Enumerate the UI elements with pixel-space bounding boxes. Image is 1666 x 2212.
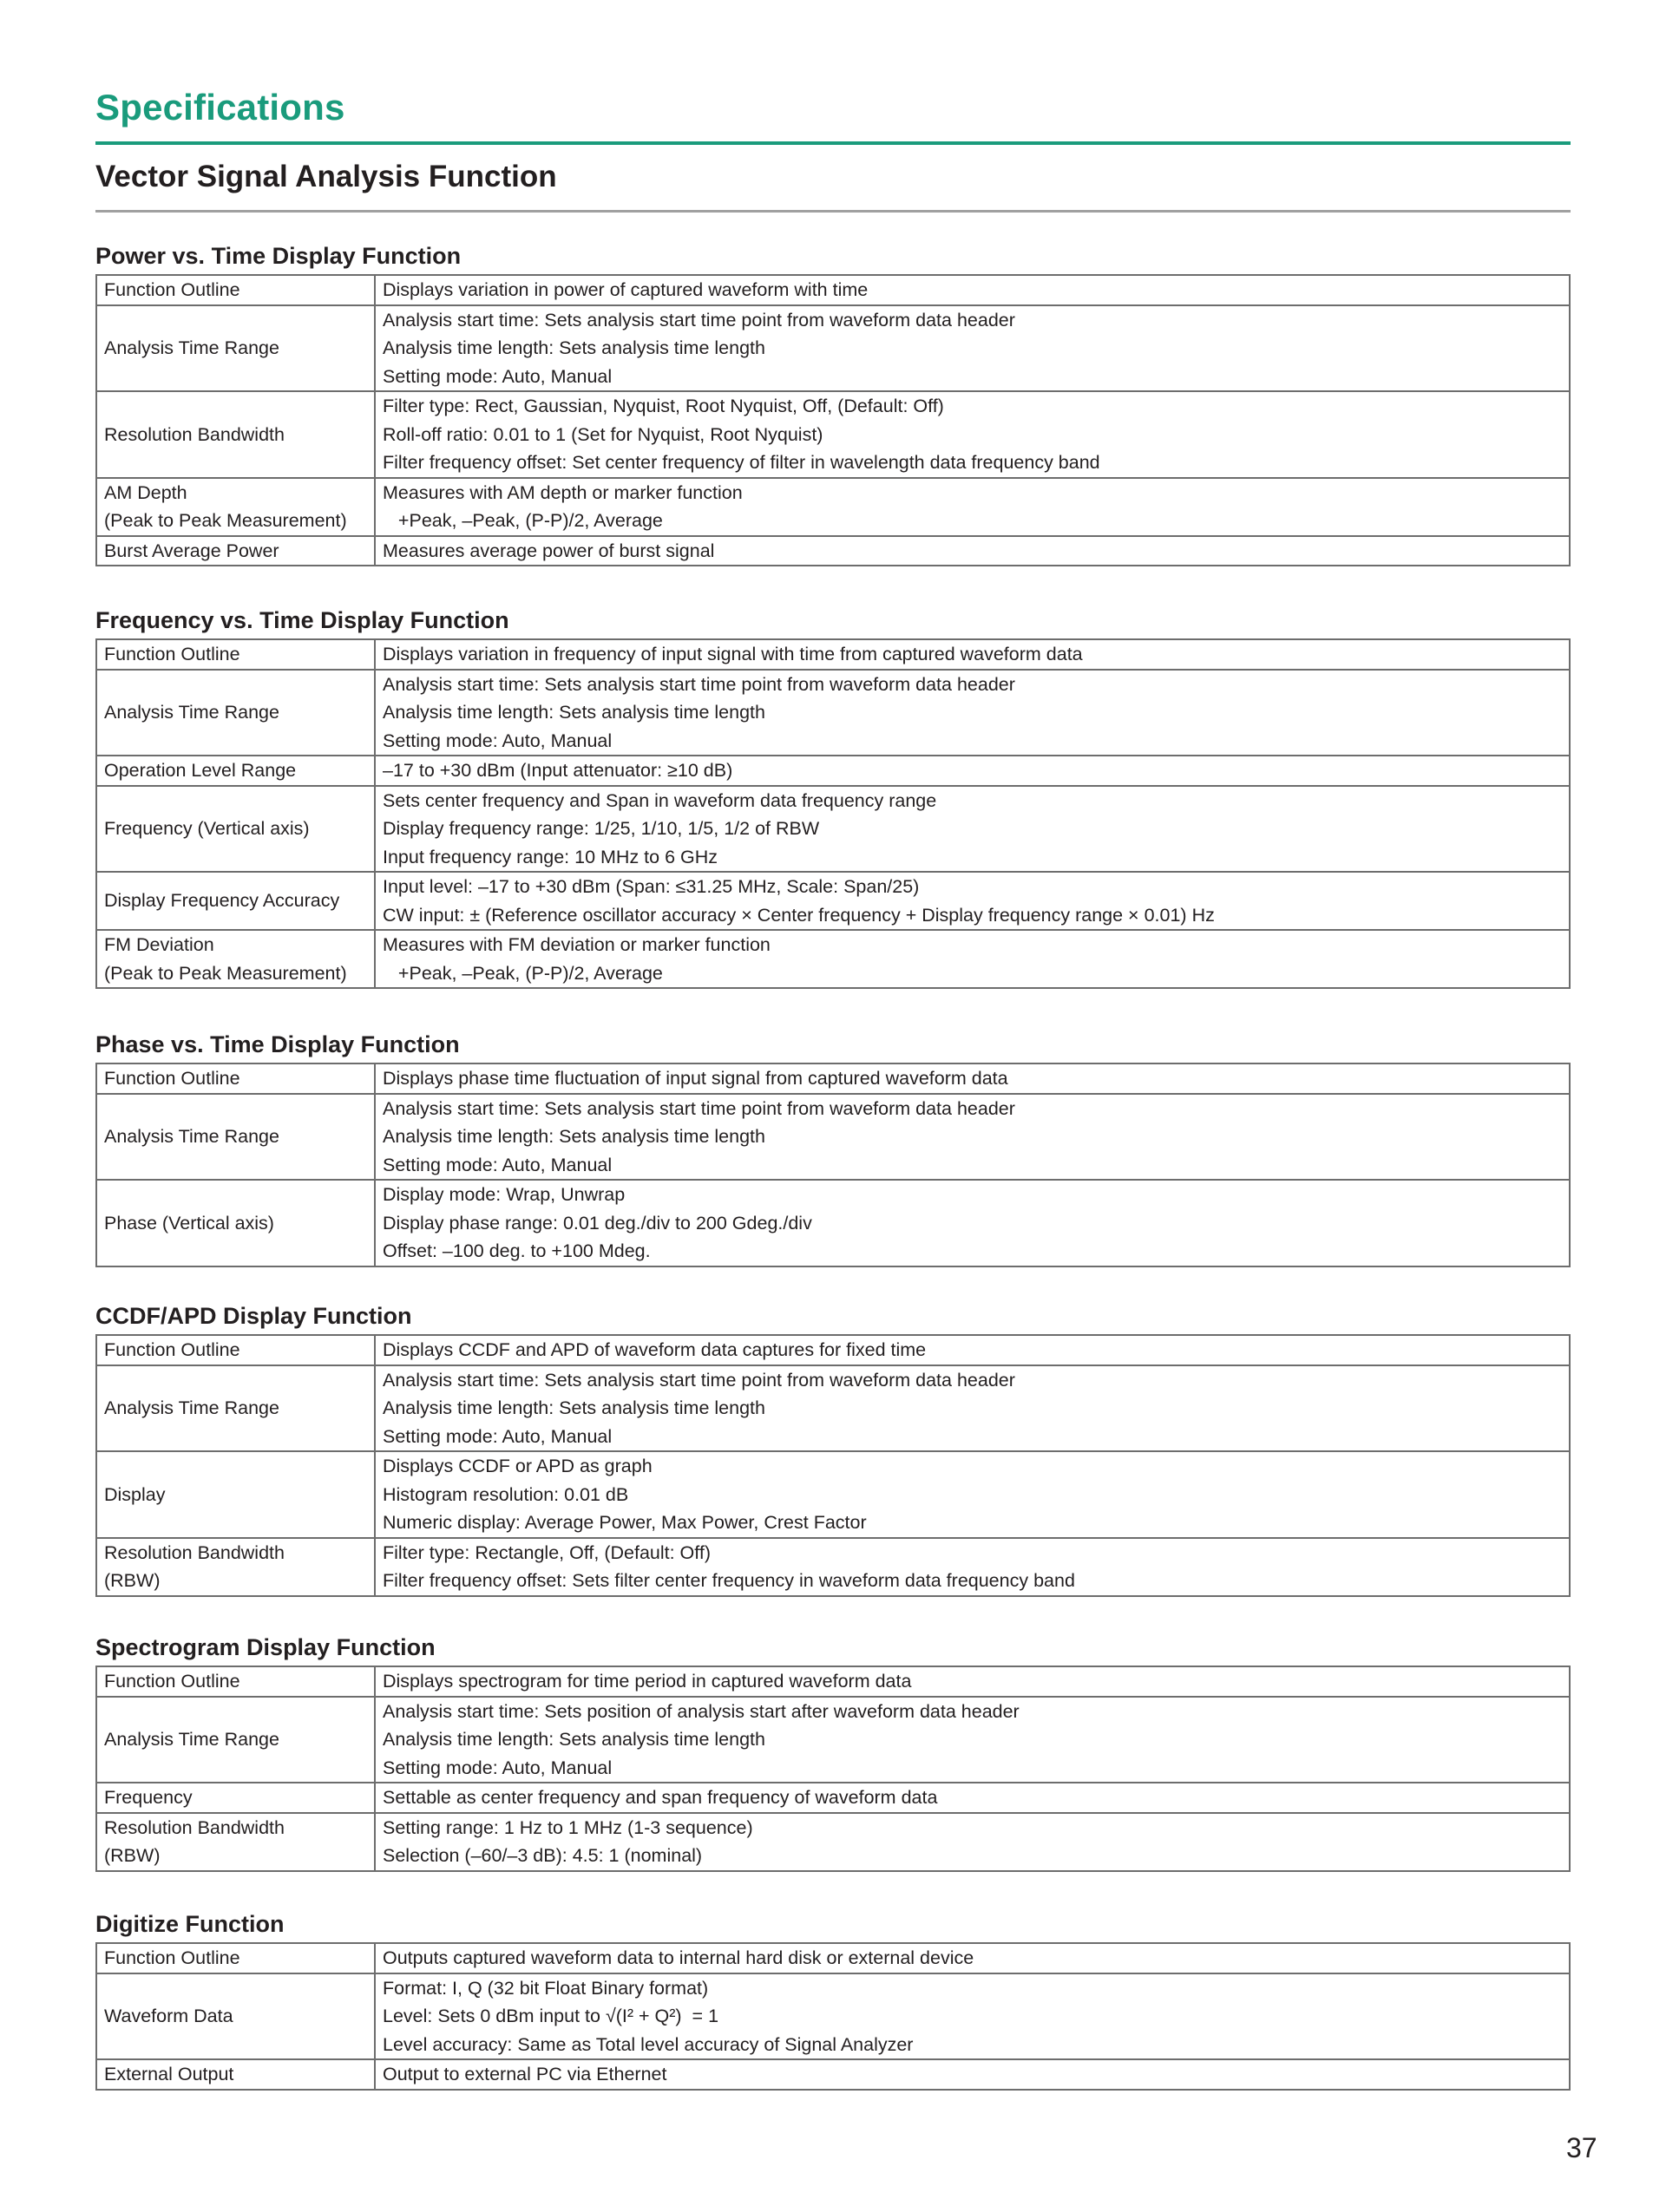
spec-value-line: Setting mode: Auto, Manual [383,1154,613,1175]
spec-value-cell [375,1451,1570,1538]
spec-value-line: Output to external PC via Ethernet [383,2064,667,2084]
spec-label-cell [96,1335,375,1365]
spec-label: Display Frequency Accuracy [104,890,340,912]
spec-value-line: Displays CCDF or APD as graph [383,1456,653,1476]
section-heading: Digitize Function [95,1911,285,1937]
spec-value-cell [375,930,1570,988]
spec-value-line: Setting mode: Auto, Manual [383,365,613,387]
spec-value-line: Measures with FM deviation or marker function [383,934,771,955]
spec-value-cell [375,1063,1570,1094]
spec-table [95,274,1571,566]
spec-value-line: Displays CCDF and APD of waveform data captures for fixed time [383,1339,927,1360]
spec-value-line: Analysis time length: Sets analysis time length [383,1729,765,1750]
section-spectrogram [95,1633,1571,1872]
spec-value-cell [375,2059,1570,2090]
page-number: 37 [1566,2132,1597,2163]
spec-value-line: Filter type: Rect, Gaussian, Nyquist, Root Nyquist, Off, (Default: Off) [383,396,944,416]
spec-value-cell [375,670,1570,756]
table-row [96,1666,1570,1697]
table-row [96,639,1570,670]
spec-value-cell [375,1094,1570,1181]
spec-label-cell [96,2059,375,2090]
spec-value-line: Roll-off ratio: 0.01 to 1 (Set for Nyquist, Root Nyquist) [383,423,823,445]
spec-label-cell [96,305,375,392]
table-row [96,670,1570,756]
spec-label: Operation Level Range [104,760,297,781]
spec-label-cell [96,1973,375,2060]
spec-value-line: Displays variation in frequency of input signal with time from captured waveform data [383,644,1083,664]
spec-value-line: Settable as center frequency and span frequency of waveform data [383,1787,938,1808]
spec-label-cell [96,1943,375,1973]
spec-value-line: Filter frequency offset: Set center frequency of filter in wavelength data frequency band [383,452,1100,473]
spec-value-line: Setting mode: Auto, Manual [383,730,613,751]
table-row [96,275,1570,305]
spec-label: Analysis Time Range [104,337,279,358]
spec-label-cell [96,1666,375,1697]
spec-value-line: Numeric display: Average Power, Max Power, Crest Factor [383,1512,867,1533]
section-heading: Frequency vs. Time Display Function [95,607,509,633]
spec-value-line: Display frequency range: 1/25, 1/10, 1/5, 1/2 of RBW [383,818,820,839]
spec-value-line: Measures with AM depth or marker function [383,481,743,503]
section-power-vs-time [95,241,1571,566]
spec-value-line: Level: Sets 0 dBm input to √(I² + Q²) = 1 [383,2006,719,2026]
section-heading: Spectrogram Display Function [95,1634,436,1660]
spec-value-cell [375,1783,1570,1813]
spec-label-cell [96,639,375,670]
table-row [96,305,1570,392]
spec-label-cell [96,786,375,873]
spec-value-line: Sets center frequency and Span in waveform data frequency range [383,789,937,811]
spec-label-cell [96,1365,375,1452]
spec-value-line: Level accuracy: Same as Total level accuracy of Signal Analyzer [383,2033,914,2055]
spec-label-cell [96,391,375,478]
spec-label: Function Outline [104,644,240,664]
spec-label-cell [96,1094,375,1181]
spec-label: Frequency [104,1787,193,1808]
spec-value-cell [375,872,1570,930]
spec-value-cell [375,1697,1570,1783]
spec-value-cell [375,1365,1570,1452]
spec-value-line: Input level: –17 to +30 dBm (Span: ≤31.25 MHz, Scale: Span/25) [383,876,920,897]
spec-label-cell [96,478,375,536]
spec-label: Analysis Time Range [104,1729,279,1750]
spec-value-line: Displays phase time fluctuation of input signal from captured waveform data [383,1068,1008,1089]
spec-label-cell [96,1063,375,1094]
spec-value-cell [375,786,1570,873]
spec-table [95,638,1571,989]
spec-value-cell [375,1335,1570,1365]
spec-label: Analysis Time Range [104,1397,279,1418]
table-row [96,872,1570,930]
table-row [96,756,1570,786]
spec-value-line: Setting range: 1 Hz to 1 MHz (1-3 sequence) [383,1816,753,1838]
table-row [96,478,1570,536]
spec-value-line: Display mode: Wrap, Unwrap [383,1184,626,1205]
spec-value-line: Analysis start time: Sets analysis start time point from waveform data header [383,309,1015,330]
spec-label: Frequency (Vertical axis) [104,818,310,839]
spec-value-line: +Peak, –Peak, (P-P)/2, Average [383,962,663,984]
table-row [96,1783,1570,1813]
table-row [96,536,1570,566]
spec-label-cell [96,756,375,786]
spec-label-cell [96,275,375,305]
spec-value-line: Setting mode: Auto, Manual [383,1425,613,1447]
spec-value-line: Offset: –100 deg. to +100 Mdeg. [383,1240,651,1261]
spec-value-line: Analysis time length: Sets analysis time length [383,1397,765,1418]
page-subtitle: Vector Signal Analysis Function [95,160,557,193]
spec-label: Function Outline [104,1671,240,1692]
spec-table [95,1063,1571,1267]
spec-value-line: Displays spectrogram for time period in captured waveform data [383,1671,912,1692]
spec-label: Resolution Bandwidth [104,1816,285,1838]
spec-label: Function Outline [104,1339,240,1360]
spec-label: Analysis Time Range [104,702,279,723]
spec-label: Resolution Bandwidth [104,423,285,445]
spec-value-cell [375,1943,1570,1973]
table-row [96,1180,1570,1266]
spec-label: Analysis Time Range [104,1126,279,1147]
spec-value-line: CW input: ± (Reference oscillator accuracy × Center frequency + Display frequency range × 0.01) Hz [383,904,1215,926]
section-heading: CCDF/APD Display Function [95,1303,412,1329]
table-row [96,786,1570,873]
spec-label-cell [96,1451,375,1538]
spec-label-cell [96,930,375,988]
subtitle-divider [95,210,1571,213]
spec-label-cell [96,872,375,930]
spec-value-line: Analysis time length: Sets analysis time length [383,337,765,358]
spec-value-cell [375,1813,1570,1871]
table-row [96,1365,1570,1452]
table-row [96,1063,1570,1094]
section-phase-vs-time [95,1030,1571,1267]
spec-label: Waveform Data [104,2006,233,2026]
table-row [96,1943,1570,1973]
spec-label-cell [96,670,375,756]
spec-value-cell [375,536,1570,566]
spec-value-line: Measures average power of burst signal [383,540,715,561]
table-row [96,1335,1570,1365]
spec-label: Display [104,1483,166,1505]
spec-label-cell [96,1783,375,1813]
spec-value-cell [375,275,1570,305]
section-heading: Phase vs. Time Display Function [95,1031,460,1057]
spec-value-line: Filter frequency offset: Sets filter center frequency in waveform data frequency band [383,1570,1075,1591]
spec-label: Burst Average Power [104,540,279,561]
spec-value-line: Display phase range: 0.01 deg./div to 200 Gdeg./div [383,1212,812,1234]
table-row [96,1538,1570,1596]
table-row [96,391,1570,478]
spec-table [95,1334,1571,1597]
spec-value-line: Input frequency range: 10 MHz to 6 GHz [383,846,718,867]
page-title: Specifications [95,87,345,128]
section-ccdf-apd [95,1301,1571,1597]
table-row [96,1094,1570,1181]
spec-table [95,1942,1571,2091]
table-row [96,1813,1570,1871]
spec-label: Function Outline [104,1068,240,1089]
spec-value-line: Analysis time length: Sets analysis time length [383,702,765,723]
spec-value-line: Format: I, Q (32 bit Float Binary format) [383,1977,709,1999]
spec-value-line: Histogram resolution: 0.01 dB [383,1483,629,1505]
spec-value-cell [375,1973,1570,2060]
spec-value-line: Analysis start time: Sets analysis start time point from waveform data header [383,1369,1015,1391]
spec-label: Function Outline [104,279,240,300]
spec-value-line: –17 to +30 dBm (Input attenuator: ≥10 dB) [383,760,733,781]
spec-value-cell [375,391,1570,478]
spec-label: Phase (Vertical axis) [104,1212,274,1234]
spec-label: (Peak to Peak Measurement) [104,962,347,984]
spec-label-cell [96,536,375,566]
table-row [96,1973,1570,2060]
section-heading: Power vs. Time Display Function [95,243,462,269]
table-row [96,1697,1570,1783]
spec-label-cell [96,1538,375,1596]
spec-value-cell [375,305,1570,392]
spec-value-line: Setting mode: Auto, Manual [383,1757,613,1778]
spec-label: FM Deviation [104,934,214,955]
spec-label-cell [96,1697,375,1783]
section-frequency-vs-time [95,605,1571,989]
spec-value-line: +Peak, –Peak, (P-P)/2, Average [383,510,663,531]
spec-label: (Peak to Peak Measurement) [104,510,347,531]
spec-value-cell [375,1538,1570,1596]
spec-value-cell [375,639,1570,670]
spec-value-cell [375,1666,1570,1697]
spec-value-cell [375,1180,1570,1266]
spec-value-line: Analysis time length: Sets analysis time length [383,1126,765,1147]
spec-label: (RBW) [104,1570,161,1591]
spec-table [95,1666,1571,1872]
spec-value-line: Analysis start time: Sets analysis start time point from waveform data header [383,1097,1015,1119]
spec-value-cell [375,756,1570,786]
spec-value-cell [375,478,1570,536]
spec-value-line: Analysis start time: Sets position of analysis start after waveform data header [383,1700,1020,1722]
spec-value-line: Filter type: Rectangle, Off, (Default: Off) [383,1541,711,1563]
spec-value-line: Displays variation in power of captured waveform with time [383,279,869,300]
spec-label: External Output [104,2064,234,2084]
spec-label: Resolution Bandwidth [104,1541,285,1563]
spec-label: AM Depth [104,481,187,503]
table-row [96,930,1570,988]
spec-label-cell [96,1180,375,1266]
table-row [96,2059,1570,2090]
title-divider [95,141,1571,145]
spec-value-line: Outputs captured waveform data to internal hard disk or external device [383,1947,974,1968]
spec-label: Function Outline [104,1947,240,1968]
spec-value-line: Analysis start time: Sets analysis start time point from waveform data header [383,673,1015,695]
spec-value-line: Selection (–60/–3 dB): 4.5: 1 (nominal) [383,1845,703,1866]
spec-label: (RBW) [104,1845,161,1866]
section-digitize [95,1909,1571,2091]
spec-label-cell [96,1813,375,1871]
table-row [96,1451,1570,1538]
